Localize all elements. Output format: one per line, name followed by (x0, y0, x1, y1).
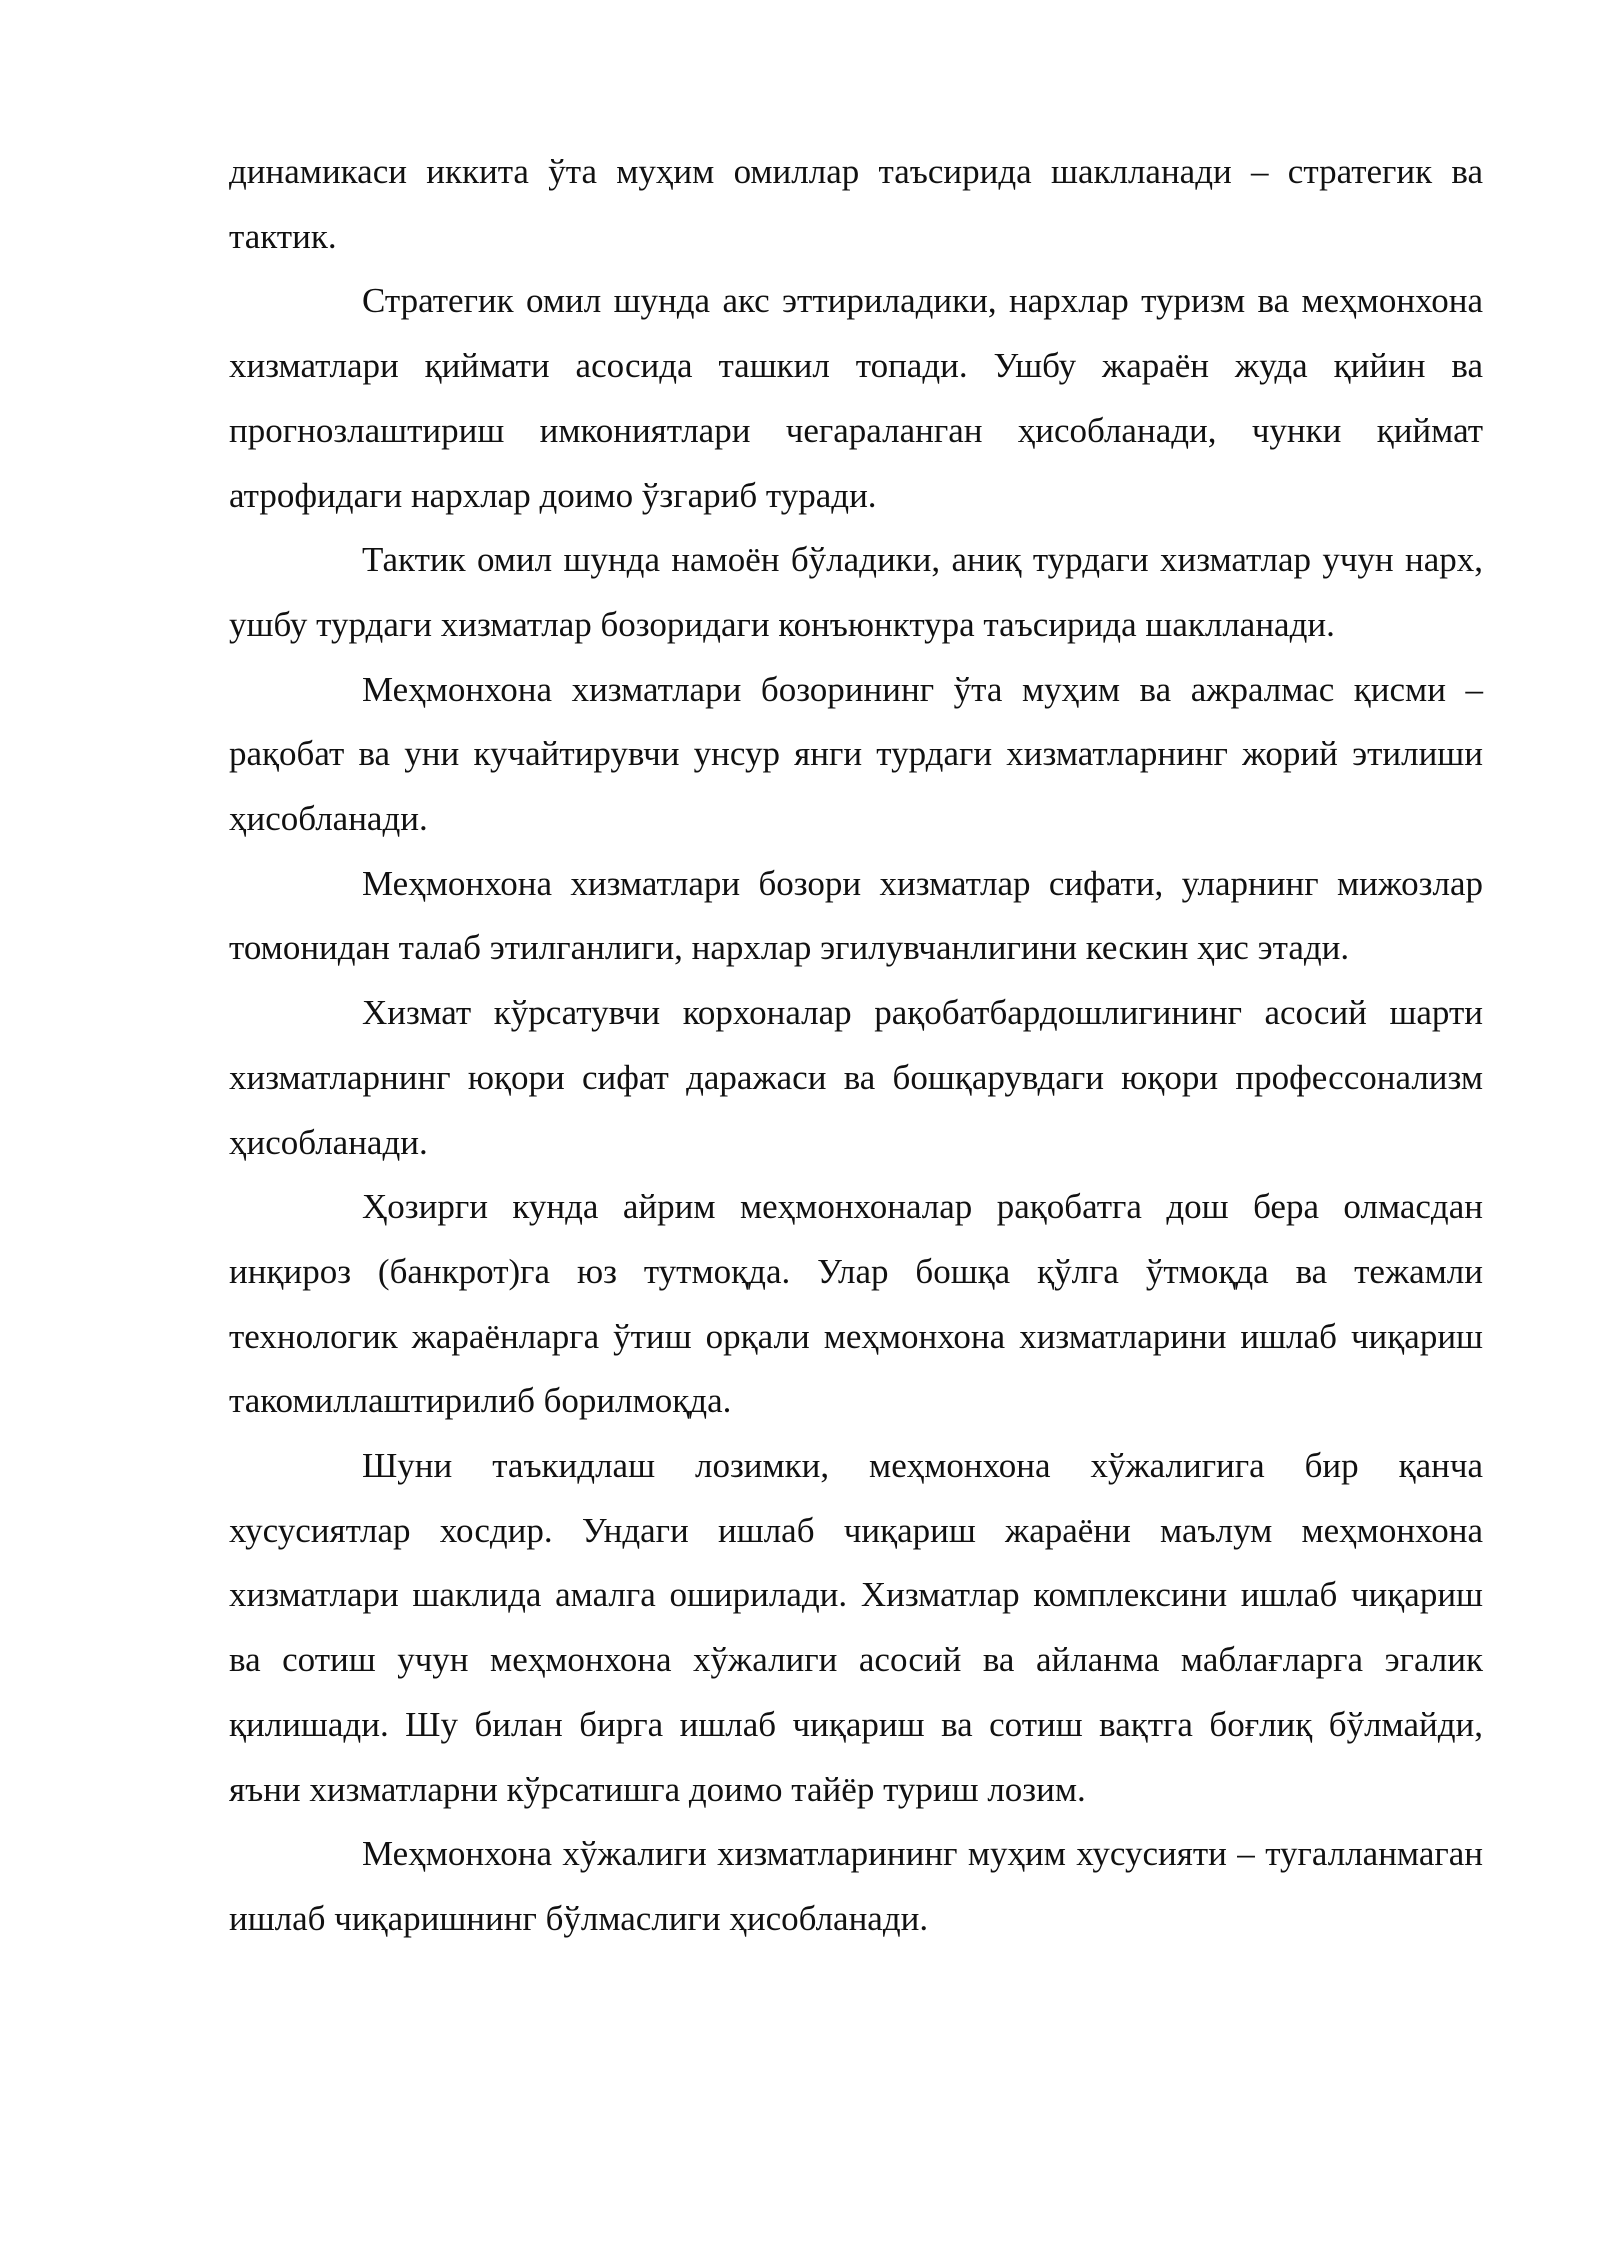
paragraph-competitiveness-condition: Хизмат кўрсатувчи корхоналар рақобатбардошлигининг асосий шарти хизматларнинг юқори сифат даражаси ва бошқарувдаги юқори профессонализм ҳисобланади. (229, 993, 1483, 1162)
paragraph-bankruptcy: Ҳозирги кунда айрим меҳмонхоналар рақобатга дош бера олмасдан инқироз (банкрот)га юз тутмоқда. Улар бошқа қўлга ўтмоқда ва тежамли технологик жараёнларга ўтиш орқали меҳмонхона хизматларини ишлаб чиқариш такомиллаштирилиб борилмоқда. (229, 1187, 1483, 1421)
paragraph-tactical-factor: Тактик омил шунда намоён бўладики, аниқ турдаги хизматлар учун нарх, ушбу турдаги хизматлар бозоридаги конъюнктура таъсирида шаклланади. (229, 540, 1483, 644)
paragraph-market-sensitivity: Меҳмонхона хизматлари бозори хизматлар сифати, уларнинг мижозлар томонидан талаб этилганлиги, нархлар эгилувчанлигини кескин ҳис этади. (229, 863, 1483, 968)
paragraph-hotel-features: Шуни таъкидлаш лозимки, меҳмонхона хўжалигига бир қанча хусусиятлар хосдир. Ундаги ишлаб чиқариш жараёни маълум меҳмонхона хизматлари шаклида амалга оширилади. Хизматлар комплексини ишлаб чиқариш ва сотиш учун меҳмонхона хўжалиги асосий ва айланма маблағларга эгалик қилишади. Шу билан бирга ишлаб чиқариш ва сотиш вақтга боғлиқ бўлмайди, яъни хизматларни кўрсатишга доимо тайёр туриш лозим. (229, 1446, 1483, 1809)
document-page (229, 140, 1483, 1952)
paragraph-continuation: динамикаси иккита ўта муҳим омиллар таъсирида шаклланади – стратегик ва тактик. (229, 152, 1483, 256)
paragraph-strategic-factor: Стратегик омил шунда акс эттириладики, нархлар туризм ва меҳмонхона хизматлари қиймати асосида ташкил топади. Ушбу жараён жуда қийин ва прогнозлаштириш имкониятлари чегараланган ҳисобланади, чунки қиймат атрофидаги нархлар доимо ўзгариб туради. (229, 281, 1483, 515)
paragraph-competition: Меҳмонхона хизматлари бозорининг ўта муҳим ва ажралмас қисми – рақобат ва уни кучайтирувчи унсур янги турдаги хизматларнинг жорий этилиши ҳисобланади. (229, 669, 1483, 839)
paragraph-unfinished-production: Меҳмонхона хўжалиги хизматларининг муҳим хусусияти – тугалланмаган ишлаб чиқаришнинг бўлмаслиги ҳисобланади. (229, 1834, 1483, 1938)
